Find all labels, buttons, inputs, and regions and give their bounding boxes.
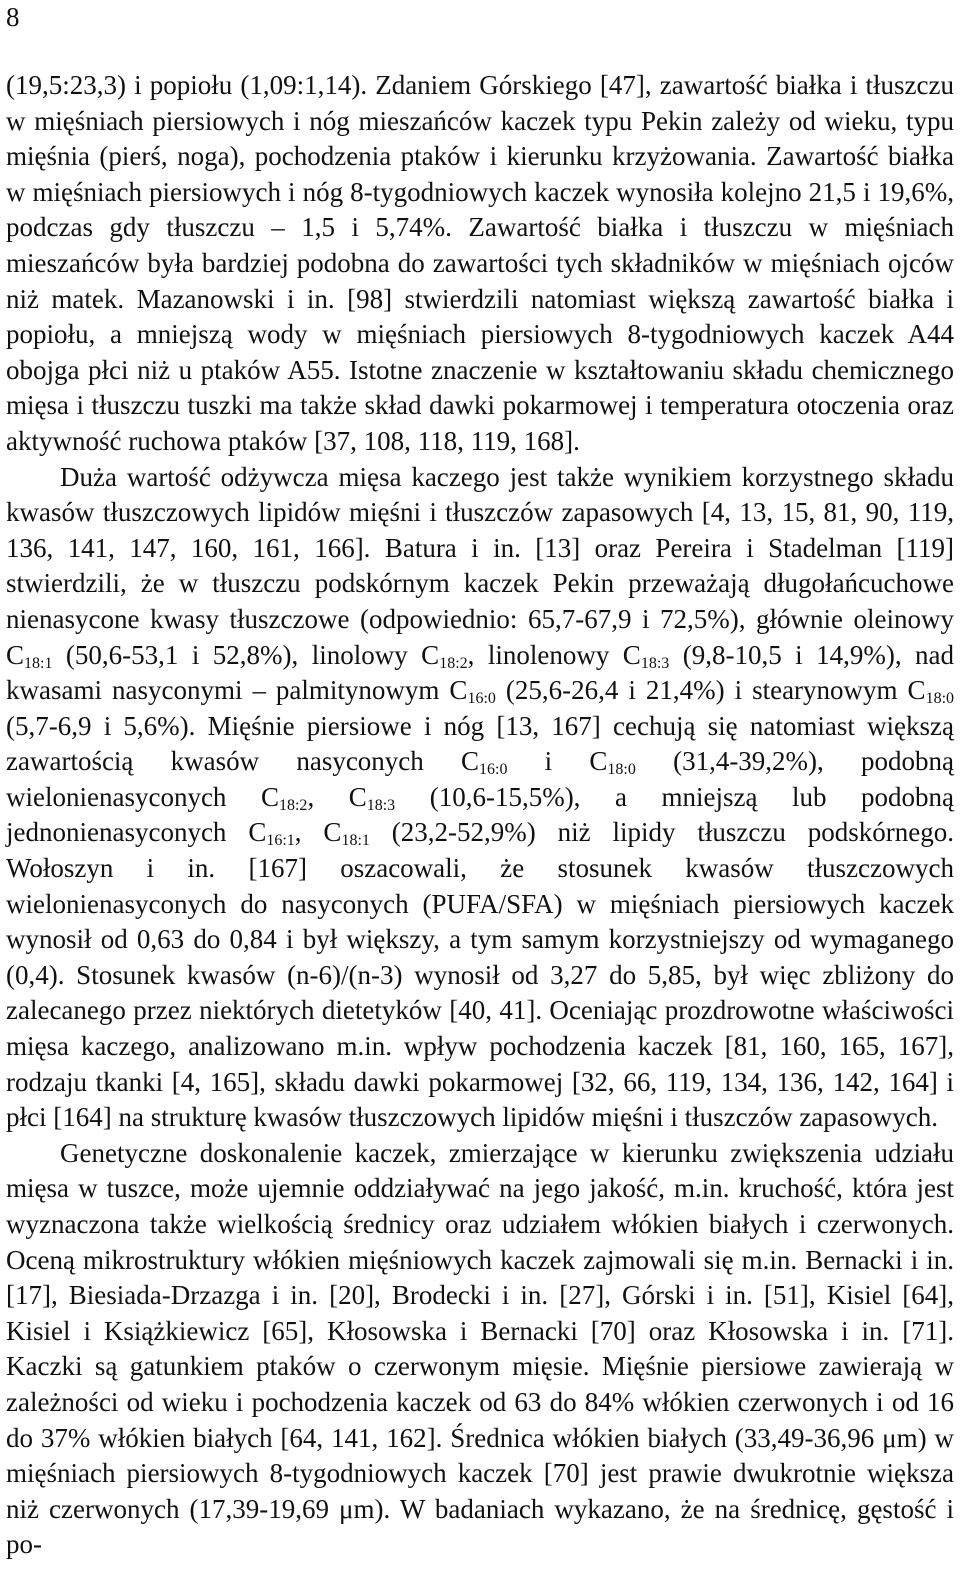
chemical-subscript: 18:1: [341, 832, 370, 850]
chemical-subscript: 18:3: [366, 796, 396, 814]
text-run: (9,8-10,5 i 14,9%), nad kwasami nasyconymi – palmitynowym C: [6, 639, 955, 706]
chemical-subscript: 18:0: [925, 690, 955, 708]
chemical-subscript: 18:2: [278, 796, 308, 814]
paragraph-continued: [6, 68, 954, 460]
text-run: Duża wartość odżywcza mięsa kaczego jest także wynikiem korzystnego składu kwasów tłuszczowych lipidów mięśni i tłuszczów zapasowych [4, 13, 15, 81, 90, 119, 136, 141, 147, 160, 161, 166]. Batura i in. [13] oraz Pereira i Stadelman [119] stwierdzili, że w tłuszczu podskórnym kaczek Pekin przeważają długołańcuchowe nienasycone kwasy tłuszczowe (odpowiednio: 65,7-67,9 i 72,5%), głównie oleinowy C: [6, 461, 954, 670]
chemical-subscript: 18:0: [607, 761, 636, 779]
text-run: (50,6-53,1 i 52,8%), linolowy C: [52, 639, 440, 670]
text-run: , linolenowy C: [467, 639, 641, 670]
document-body: [6, 68, 954, 1563]
chemical-subscript: 18:3: [640, 654, 670, 672]
text-run: (23,2-52,9%) niż lipidy tłuszczu podskórnego. Wołoszyn i in. [167] oszacowali, że stosunek kwasów tłuszczowych wielonienasyconych do nasyconych (PUFA/SFA) w mięśniach piersiowych kaczek wynosił od 0,63 do 0,84 i był większy, a tym samym korzystniejszy od wymaganego (0,4). Stosunek kwasów (n-6)/(n-3) wynosił od 3,27 do 5,85, był więc zbliżony do zalecanego przez niektórych dietetyków [40, 41]. Oceniając prozdrowotne właściwości mięsa kaczego, analizowano m.in. wpływ pochodzenia kaczek [81, 160, 165, 167], rodzaju tkanki [4, 165], składu dawki pokarmowej [32, 66, 119, 134, 136, 142, 164] i płci [164] na strukturę kwasów tłuszczowych lipidów mięśni i tłuszczów zapasowych.: [6, 817, 954, 1133]
text-run: (5,7-6,9 i 5,6%). Mięśnie piersiowe i nóg [13, 167] cechują się natomiast większą zawartością kwasów nasyconych C: [6, 710, 954, 777]
text-run: (25,6-26,4 i 21,4%) i stearynowym C: [495, 675, 926, 706]
paragraph-muscle-fibres: [6, 1136, 954, 1563]
paragraph-fatty-acids: [6, 460, 954, 1136]
text-run: (31,4-39,2%), podobną wielonienasyconych C: [6, 746, 954, 812]
text-run: (19,5:23,3) i popiołu (1,09:1,14). Zdaniem Górskiego [47], zawartość białka i tłuszczu w mięśniach piersiowych i nóg mieszańców kaczek typu Pekin zależy od wieku, typu mięśnia (pierś, noga), pochodzenia ptaków i kierunku krzyżowania. Zawartość białka w mięśniach piersiowych i nóg 8-tygodniowych kaczek wynosiła kolejno 21,5 i 19,6%, podczas gdy tłuszczu – 1,5 i 5,74%. Zawartość białka i tłuszczu w mięśniach mieszańców była bardziej podobna do zawartości tych składników w mięśniach ojców niż matek. Mazanowski i in. [98] stwierdzili natomiast większą zawartość białka i popiołu, a mniejszą wody w mięśniach piersiowych 8-tygodniowych kaczek A44 obojga płci niż u ptaków A55. Istotne znaczenie w kształtowaniu składu chemicznego mięsa i tłuszczu tuszki ma także skład dawki pokarmowej i temperatura otoczenia oraz aktywność ruchowa ptaków [37, 108, 118, 119, 168].: [6, 70, 954, 456]
page-number: 8: [6, 2, 20, 32]
text-run: , C: [294, 817, 342, 848]
text-run: i C: [507, 746, 608, 777]
chemical-subscript: 18:2: [439, 654, 468, 672]
chemical-subscript: 16:0: [467, 690, 496, 708]
chemical-subscript: 16:0: [479, 761, 508, 779]
text-run: Genetyczne doskonalenie kaczek, zmierzające w kierunku zwiększenia udziału mięsa w tuszce, może ujemnie oddziaływać na jego jakość, m.in. kruchość, która jest wyznaczona także wielkością średnicy oraz udziałem włókien białych i czerwonych. Oceną mikrostruktury włókien mięśniowych kaczek zajmowali się m.in. Bernacki i in. [17], Biesiada-Drzazga i in. [20], Brodecki i in. [27], Górski i in. [51], Kisiel [64], Kisiel i Książkiewicz [65], Kłosowska i Bernacki [70] oraz Kłosowska i in. [71]. Kaczki są gatunkiem ptaków o czerwonym mięsie. Mięśnie piersiowe zawierają w zależności od wieku i pochodzenia kaczek od 63 do 84% włókien czerwonych i od 16 do 37% włókien białych [64, 141, 162]. Średnica włókien białych (33,49-36,96 μm) w mięśniach piersiowych 8-tygodniowych kaczek [70] jest prawie dwukrotnie większa niż czerwonych (17,39-19,69 μm). W badaniach wykazano, że na średnicę, gęstość i po-: [6, 1137, 954, 1560]
text-run: (10,6-15,5%), a mniejszą lub podobną jednonienasyconych C: [6, 781, 954, 848]
chemical-subscript: 18:1: [24, 654, 53, 672]
chemical-subscript: 16:1: [266, 832, 295, 850]
text-run: , C: [307, 781, 367, 812]
